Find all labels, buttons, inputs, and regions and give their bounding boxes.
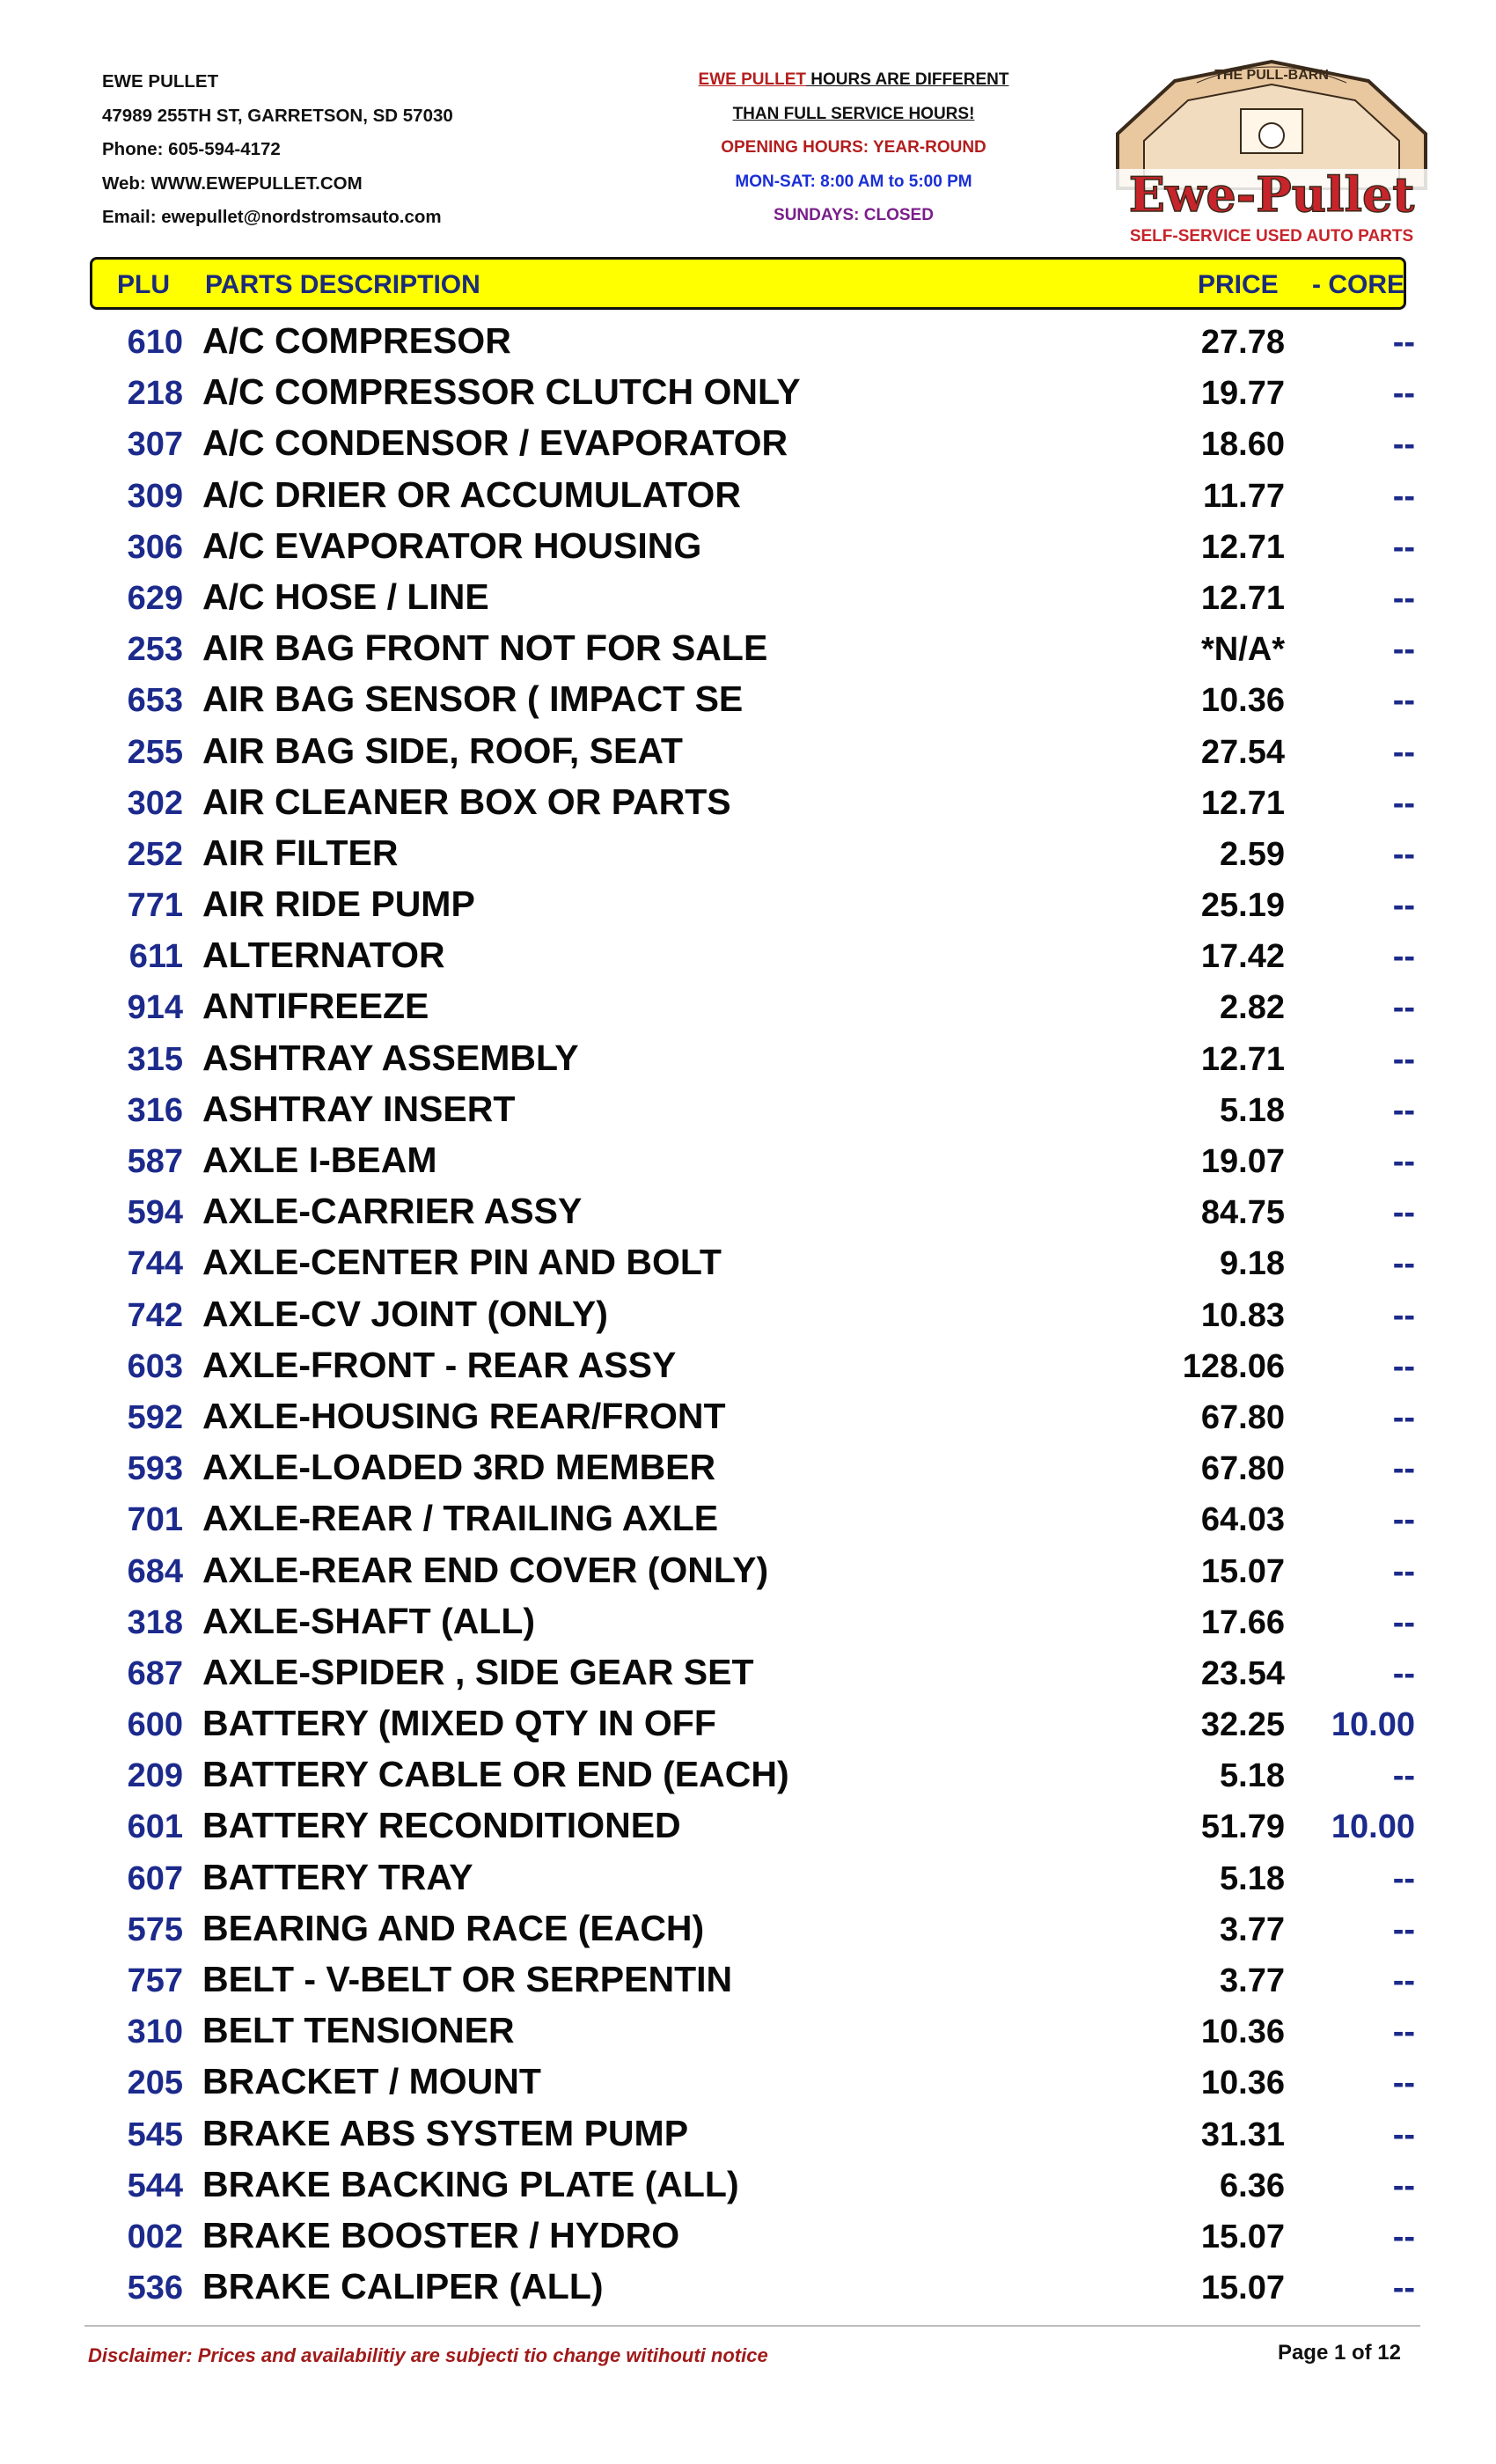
row-plu: 653 xyxy=(127,682,183,720)
row-description: AXLE-LOADED 3RD MEMBER xyxy=(202,1447,716,1488)
row-description: BEARING AND RACE (EACH) xyxy=(202,1907,705,1948)
store-address: 47989 255TH ST, GARRETSON, SD 57030 xyxy=(102,105,453,126)
row-core: -- xyxy=(1392,1757,1415,1795)
row-core: -- xyxy=(1392,989,1415,1027)
row-description: BRAKE CALIPER (ALL) xyxy=(202,2266,604,2307)
row-price: 10.36 xyxy=(1200,682,1285,720)
row-plu: 218 xyxy=(127,375,183,413)
ewe-pullet-logo xyxy=(1091,56,1452,252)
row-plu: 742 xyxy=(127,1296,183,1334)
row-plu: 252 xyxy=(127,835,183,873)
row-plu: 306 xyxy=(127,528,183,566)
row-core: -- xyxy=(1392,1552,1415,1590)
row-price: 15.07 xyxy=(1200,2218,1285,2255)
row-description: ANTIFREEZE xyxy=(202,986,429,1027)
row-plu: 601 xyxy=(127,1808,183,1846)
table-row xyxy=(0,624,1496,675)
row-price: 6.36 xyxy=(1220,2167,1285,2204)
logo-brand-text: Ewe-Pullet xyxy=(1128,166,1415,223)
row-price: 5.18 xyxy=(1220,1859,1285,1897)
row-core: -- xyxy=(1392,784,1415,822)
table-row xyxy=(0,1392,1496,1443)
row-description: BATTERY (MIXED QTY IN OFF xyxy=(202,1703,716,1744)
table-row xyxy=(0,1955,1496,2006)
row-core: -- xyxy=(1392,1296,1415,1334)
row-plu: 629 xyxy=(127,579,183,617)
store-phone: Phone: 605-594-4172 xyxy=(102,139,281,159)
table-row xyxy=(0,1443,1496,1494)
table-row xyxy=(0,727,1496,778)
row-plu: 209 xyxy=(127,1757,183,1795)
row-description: AXLE-REAR / TRAILING AXLE xyxy=(202,1498,719,1539)
row-plu: 307 xyxy=(127,426,183,464)
row-plu: 592 xyxy=(127,1398,183,1436)
row-description: AXLE-SHAFT (ALL) xyxy=(202,1600,536,1641)
row-plu: 744 xyxy=(127,1245,183,1283)
table-row xyxy=(0,880,1496,931)
table-row xyxy=(0,1597,1496,1648)
table-row xyxy=(0,982,1496,1033)
row-price: 10.83 xyxy=(1200,1296,1285,1334)
table-row xyxy=(0,573,1496,624)
row-plu: 309 xyxy=(127,477,183,515)
store-email: Email: ewepullet@nordstromsauto.com xyxy=(102,207,442,227)
table-row xyxy=(0,368,1496,419)
row-core: -- xyxy=(1392,733,1415,771)
row-price: 25.19 xyxy=(1200,887,1285,925)
row-core: -- xyxy=(1392,2167,1415,2204)
row-plu: 545 xyxy=(127,2116,183,2153)
row-description: A/C CONDENSOR / EVAPORATOR xyxy=(202,422,788,464)
row-core: -- xyxy=(1392,1398,1415,1436)
table-row xyxy=(0,2057,1496,2108)
row-price: 9.18 xyxy=(1220,1245,1285,1283)
row-core: -- xyxy=(1392,1091,1415,1129)
row-price: 15.07 xyxy=(1200,2270,1285,2307)
row-description: AXLE-HOUSING REAR/FRONT xyxy=(202,1395,726,1436)
row-plu: 593 xyxy=(127,1450,183,1488)
hours-notice xyxy=(669,63,1038,233)
row-plu: 316 xyxy=(127,1091,183,1129)
header-description: PARTS DESCRIPTION xyxy=(205,270,480,299)
row-core: -- xyxy=(1392,1245,1415,1283)
store-name: EWE PULLET xyxy=(102,71,219,92)
row-core: -- xyxy=(1392,887,1415,925)
row-core: -- xyxy=(1392,1501,1415,1539)
row-plu: 205 xyxy=(127,2064,183,2102)
row-description: BRAKE ABS SYSTEM PUMP xyxy=(202,2112,689,2153)
row-price: 31.31 xyxy=(1200,2116,1285,2153)
table-row xyxy=(0,1341,1496,1392)
row-core: -- xyxy=(1392,1347,1415,1385)
row-price: 67.80 xyxy=(1200,1398,1285,1436)
table-row xyxy=(0,1494,1496,1545)
table-row xyxy=(0,675,1496,726)
row-plu: 610 xyxy=(127,324,183,361)
row-plu: 771 xyxy=(127,887,183,925)
row-plu: 914 xyxy=(127,989,183,1027)
table-row xyxy=(0,1648,1496,1699)
row-core: -- xyxy=(1392,528,1415,566)
row-core: -- xyxy=(1392,2013,1415,2051)
row-core: -- xyxy=(1392,938,1415,976)
hours-line-4: MON-SAT: 8:00 AM to 5:00 PM xyxy=(735,172,972,191)
row-plu: 594 xyxy=(127,1194,183,1232)
table-row xyxy=(0,1238,1496,1289)
logo-top-text: THE PULL-BARN xyxy=(1214,68,1329,83)
row-description: BATTERY TRAY xyxy=(202,1856,473,1897)
row-price: 17.66 xyxy=(1200,1603,1285,1641)
table-row xyxy=(0,471,1496,522)
row-core: -- xyxy=(1392,682,1415,720)
row-price: 5.18 xyxy=(1220,1091,1285,1129)
logo-tagline: SELF-SERVICE USED AUTO PARTS xyxy=(1129,227,1414,246)
row-core: -- xyxy=(1392,324,1415,361)
row-plu: 575 xyxy=(127,1910,183,1948)
row-price: 12.71 xyxy=(1200,784,1285,822)
row-core: -- xyxy=(1392,1040,1415,1078)
header-core: - CORE xyxy=(1312,270,1404,299)
hours-line-1-rest: HOURS ARE DIFFERENT xyxy=(805,70,1009,89)
table-row xyxy=(0,1750,1496,1801)
row-core: -- xyxy=(1392,1194,1415,1232)
row-core: -- xyxy=(1392,1910,1415,1948)
row-description: BRAKE BOOSTER / HYDRO xyxy=(202,2214,680,2255)
disclaimer-text: Disclaimer: Prices and availabilitiy are subjecti tio change witihouti notice xyxy=(88,2344,768,2366)
row-plu: 607 xyxy=(127,1859,183,1897)
row-core: -- xyxy=(1392,1143,1415,1180)
table-row xyxy=(0,778,1496,829)
table-header xyxy=(90,257,1406,310)
row-core: -- xyxy=(1392,2270,1415,2307)
row-description: AXLE-FRONT - REAR ASSY xyxy=(202,1344,677,1385)
row-description: BATTERY RECONDITIONED xyxy=(202,1805,681,1846)
table-row xyxy=(0,2211,1496,2262)
store-web: Web: WWW.EWEPULLET.COM xyxy=(102,172,363,194)
table-row xyxy=(0,1034,1496,1085)
row-core: -- xyxy=(1392,477,1415,515)
table-row xyxy=(0,2109,1496,2160)
row-core: -- xyxy=(1392,375,1415,413)
row-plu: 684 xyxy=(127,1552,183,1590)
row-price: 64.03 xyxy=(1200,1501,1285,1539)
table-row xyxy=(0,1699,1496,1750)
row-description: AXLE-REAR END COVER (ONLY) xyxy=(202,1549,769,1590)
row-description: ASHTRAY INSERT xyxy=(202,1088,516,1129)
row-price: 3.77 xyxy=(1220,1910,1285,1948)
row-plu: 757 xyxy=(127,1962,183,1999)
row-description: AIR CLEANER BOX OR PARTS xyxy=(202,781,731,822)
table-row xyxy=(0,931,1496,982)
table-row xyxy=(0,1136,1496,1187)
row-price: 3.77 xyxy=(1220,1962,1285,1999)
row-price: 23.54 xyxy=(1200,1654,1285,1692)
row-description: A/C EVAPORATOR HOUSING xyxy=(202,524,702,566)
store-contact-block xyxy=(102,65,453,235)
row-core: -- xyxy=(1392,1962,1415,1999)
row-price: 11.77 xyxy=(1203,477,1285,515)
row-core: -- xyxy=(1392,426,1415,464)
row-price: 2.82 xyxy=(1220,989,1285,1027)
table-row xyxy=(0,1853,1496,1904)
table-row xyxy=(0,2262,1496,2314)
row-plu: 603 xyxy=(127,1347,183,1385)
row-price: 19.77 xyxy=(1200,375,1285,413)
row-description: BELT TENSIONER xyxy=(202,2010,515,2051)
row-core: -- xyxy=(1392,2218,1415,2255)
row-description: A/C DRIER OR ACCUMULATOR xyxy=(202,473,741,515)
row-description: AXLE-CENTER PIN AND BOLT xyxy=(202,1242,722,1283)
row-plu: 687 xyxy=(127,1654,183,1692)
row-price: 67.80 xyxy=(1200,1450,1285,1488)
row-plu: 536 xyxy=(127,2270,183,2307)
table-row xyxy=(0,2006,1496,2057)
row-description: A/C COMPRESOR xyxy=(202,320,511,361)
page-number: Page 1 of 12 xyxy=(1277,2341,1401,2365)
footer-divider xyxy=(84,2325,1420,2327)
row-description: AXLE-SPIDER , SIDE GEAR SET xyxy=(202,1651,754,1692)
row-plu: 253 xyxy=(127,631,183,669)
table-row xyxy=(0,1187,1496,1238)
row-description: BATTERY CABLE OR END (EACH) xyxy=(202,1754,789,1795)
table-row xyxy=(0,2160,1496,2211)
row-core: -- xyxy=(1392,2064,1415,2102)
row-price: 128.06 xyxy=(1182,1347,1285,1385)
row-description: ASHTRAY ASSEMBLY xyxy=(202,1037,579,1078)
row-price: 12.71 xyxy=(1200,528,1285,566)
row-core: 10.00 xyxy=(1331,1706,1415,1744)
row-price: 32.25 xyxy=(1200,1706,1285,1744)
table-row xyxy=(0,829,1496,880)
row-price: 12.71 xyxy=(1200,579,1285,617)
table-row xyxy=(0,1290,1496,1341)
row-price: 17.42 xyxy=(1200,938,1285,976)
row-price: 15.07 xyxy=(1200,1552,1285,1590)
row-core: -- xyxy=(1392,631,1415,669)
row-description: AIR BAG SIDE, ROOF, SEAT xyxy=(202,730,683,771)
row-core: -- xyxy=(1392,579,1415,617)
row-description: AIR BAG SENSOR ( IMPACT SE xyxy=(202,678,744,720)
row-description: BRAKE BACKING PLATE (ALL) xyxy=(202,2163,739,2204)
row-plu: 302 xyxy=(127,784,183,822)
row-core: -- xyxy=(1392,1654,1415,1692)
hours-brand: EWE PULLET xyxy=(698,70,806,89)
parts-table xyxy=(0,317,1496,2314)
row-core: -- xyxy=(1392,1859,1415,1897)
row-description: AIR FILTER xyxy=(202,832,399,873)
row-price: 5.18 xyxy=(1220,1757,1285,1795)
row-price: 10.36 xyxy=(1200,2064,1285,2102)
row-plu: 587 xyxy=(127,1143,183,1180)
header-price: PRICE xyxy=(1198,270,1279,299)
row-description: AIR BAG FRONT NOT FOR SALE xyxy=(202,627,768,669)
row-price: 27.54 xyxy=(1200,733,1285,771)
row-plu: 544 xyxy=(127,2167,183,2204)
row-core: -- xyxy=(1392,1450,1415,1488)
row-description: AIR RIDE PUMP xyxy=(202,884,475,925)
row-description: AXLE-CARRIER ASSY xyxy=(202,1191,583,1232)
row-description: A/C HOSE / LINE xyxy=(202,576,489,617)
table-row xyxy=(0,1085,1496,1136)
table-row xyxy=(0,419,1496,470)
row-plu: 255 xyxy=(127,733,183,771)
row-core: -- xyxy=(1392,2116,1415,2153)
table-row xyxy=(0,317,1496,368)
row-core: -- xyxy=(1392,1603,1415,1641)
hours-line-5: SUNDAYS: CLOSED xyxy=(774,206,934,224)
row-price: 27.78 xyxy=(1200,324,1285,361)
header-plu: PLU xyxy=(117,270,170,299)
row-price: 18.60 xyxy=(1200,426,1285,464)
row-description: BELT - V-BELT OR SERPENTIN xyxy=(202,1959,733,1999)
row-plu: 315 xyxy=(127,1040,183,1078)
row-plu: 318 xyxy=(127,1603,183,1641)
table-row xyxy=(0,1801,1496,1852)
row-plu: 002 xyxy=(127,2218,183,2255)
row-price: 19.07 xyxy=(1200,1143,1285,1180)
row-plu: 310 xyxy=(127,2013,183,2051)
row-description: BRACKET / MOUNT xyxy=(202,2061,541,2102)
hours-line-3: OPENING HOURS: YEAR-ROUND xyxy=(721,138,986,157)
row-price: 12.71 xyxy=(1200,1040,1285,1078)
hours-line-2: THAN FULL SERVICE HOURS! xyxy=(732,104,975,123)
row-price: 2.59 xyxy=(1220,835,1285,873)
row-price: 51.79 xyxy=(1200,1808,1285,1846)
row-price: *N/A* xyxy=(1200,631,1285,669)
table-row xyxy=(0,1904,1496,1955)
row-price: 10.36 xyxy=(1200,2013,1285,2051)
row-description: ALTERNATOR xyxy=(202,935,445,976)
row-plu: 600 xyxy=(127,1706,183,1744)
row-price: 84.75 xyxy=(1200,1194,1285,1232)
row-plu: 701 xyxy=(127,1501,183,1539)
row-description: AXLE-CV JOINT (ONLY) xyxy=(202,1293,608,1334)
row-core: 10.00 xyxy=(1331,1808,1415,1846)
row-description: AXLE I-BEAM xyxy=(202,1140,437,1180)
hours-line-1 xyxy=(669,63,1038,98)
row-description: A/C COMPRESSOR CLUTCH ONLY xyxy=(202,371,801,413)
table-row xyxy=(0,1546,1496,1597)
row-plu: 611 xyxy=(128,938,183,976)
table-row xyxy=(0,522,1496,573)
row-core: -- xyxy=(1392,835,1415,873)
